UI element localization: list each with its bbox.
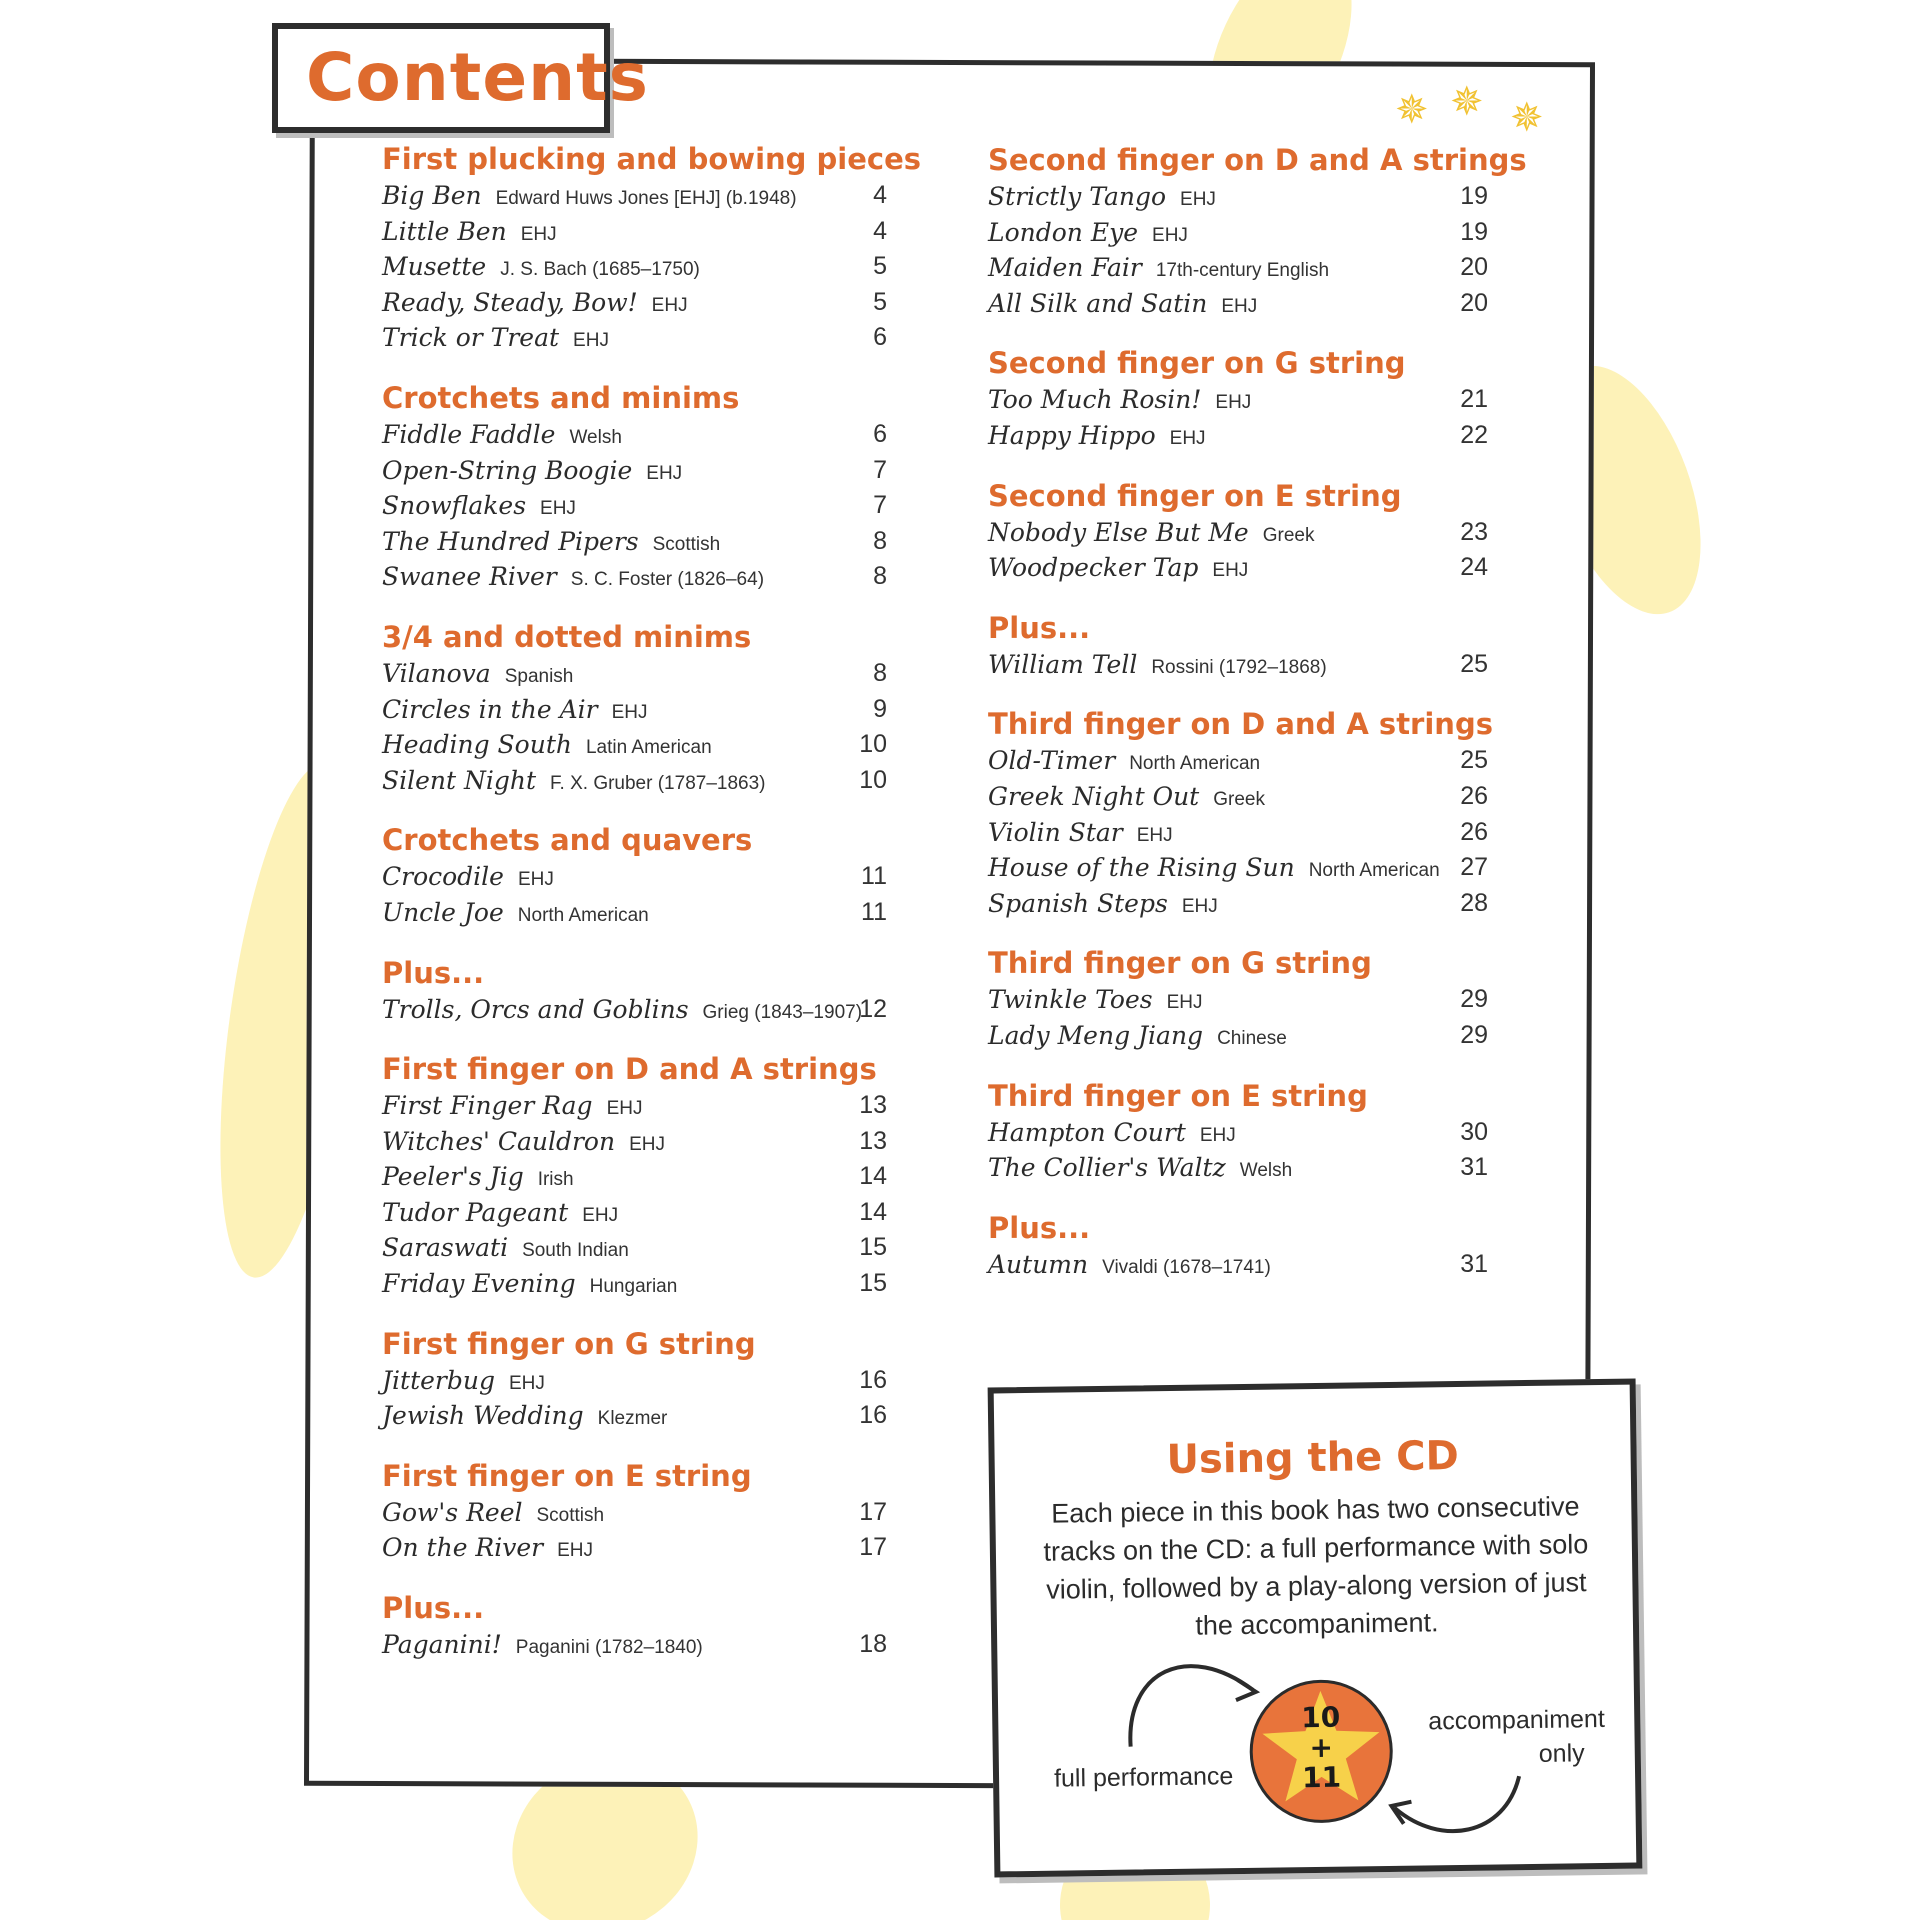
contents-entry [382, 524, 887, 560]
page-number: 26 [1460, 817, 1488, 846]
page-number: 19 [1460, 182, 1488, 210]
piece-title: Spanish Steps [988, 888, 1168, 918]
piece-title: The Collier's Waltz [988, 1153, 1226, 1183]
contents-section [988, 1209, 1488, 1283]
contents-section [382, 1457, 887, 1566]
cd-info-box [988, 1379, 1643, 1878]
contents-entry [988, 815, 1488, 851]
contents-entry [988, 1150, 1488, 1186]
piece-composer: EHJ [1215, 392, 1252, 414]
piece-composer: F. X. Gruber (1787–1863) [550, 772, 766, 794]
piece-composer: EHJ [629, 1133, 665, 1155]
piece-composer: EHJ [606, 1098, 643, 1120]
page-number: 12 [859, 994, 887, 1023]
piece-title: Snowflakes [382, 491, 527, 521]
track-number-accompaniment: 11 [1301, 1760, 1342, 1795]
piece-composer: EHJ [611, 701, 648, 723]
page-number: 5 [873, 287, 887, 316]
page-number: 25 [1460, 649, 1488, 678]
section-title: First plucking and bowing pieces [382, 142, 922, 176]
piece-composer: Welsh [1239, 1160, 1293, 1182]
page-number: 7 [873, 455, 887, 484]
piece-title: Autumn [988, 1249, 1089, 1279]
contents-entry [988, 179, 1488, 215]
piece-title: House of the Rising Sun [988, 853, 1295, 883]
section-title: First finger on E string [382, 1458, 752, 1493]
page-number: 10 [859, 730, 887, 759]
track-number-full: 10 [1301, 1700, 1341, 1735]
piece-composer: EHJ [573, 330, 609, 352]
contents-column-left [382, 140, 922, 1686]
contents-entry [988, 215, 1488, 251]
contents-entry [382, 763, 887, 799]
contents-section [382, 618, 887, 798]
piece-composer: Grieg (1843–1907) [702, 1001, 863, 1023]
contents-entry [382, 178, 887, 214]
section-title: First finger on D and A strings [382, 1052, 877, 1087]
piece-composer: North American [1308, 860, 1440, 882]
page-number: 24 [1460, 553, 1488, 582]
piece-title: Swanee River [382, 562, 557, 592]
page-number: 20 [1460, 288, 1488, 317]
page-number: 15 [859, 1269, 887, 1298]
piece-title: William Tell [988, 649, 1138, 679]
contents-entry [382, 1266, 887, 1302]
contents-entry [382, 417, 887, 453]
contents-section [988, 944, 1488, 1053]
contents-entry [382, 1495, 887, 1531]
section-title: Third finger on D and A strings [988, 707, 1493, 742]
contents-entry [988, 647, 1488, 683]
page-number: 21 [1460, 385, 1488, 414]
contents-section [382, 821, 887, 930]
contents-section [988, 477, 1488, 586]
page-number: 4 [873, 181, 887, 209]
piece-title: Ready, Steady, Bow! [382, 287, 638, 317]
page-number: 13 [859, 1091, 887, 1120]
contents-entry [988, 850, 1488, 886]
contents-entry [382, 1124, 887, 1160]
contents-entry [382, 249, 887, 285]
contents-entry [988, 886, 1488, 922]
contents-entry [382, 727, 887, 763]
contents-section [382, 1050, 887, 1302]
piece-composer: EHJ [1212, 560, 1249, 582]
contents-entry [382, 488, 887, 524]
piece-title: Fiddle Faddle [382, 419, 556, 449]
contents-entry [988, 286, 1488, 322]
contents-entry [382, 559, 887, 595]
page-number: 14 [859, 1197, 887, 1226]
piece-title: Uncle Joe [382, 897, 504, 927]
piece-composer: Spanish [504, 665, 574, 687]
piece-title: Greek Night Out [988, 781, 1200, 811]
piece-composer: Greek [1262, 524, 1315, 546]
contents-entry [382, 285, 887, 321]
piece-title: Saraswati [382, 1233, 509, 1263]
page-number: 25 [1460, 746, 1488, 775]
piece-title: Old-Timer [988, 746, 1116, 776]
piece-title: Strictly Tango [988, 182, 1167, 211]
contents-entry [382, 1530, 887, 1566]
piece-composer: Edward Huws Jones [EHJ] (b.1948) [495, 188, 797, 209]
section-title: Third finger on E string [988, 1078, 1368, 1113]
page-number: 22 [1460, 420, 1488, 449]
contents-section [382, 379, 887, 595]
piece-composer: EHJ [1152, 224, 1188, 246]
contents-entry [382, 1195, 887, 1231]
piece-composer: Latin American [585, 737, 712, 759]
section-title: Plus... [988, 1210, 1091, 1245]
contents-entry [988, 382, 1488, 418]
piece-composer: Rossini (1792–1868) [1151, 656, 1327, 678]
page-number: 28 [1460, 888, 1488, 917]
piece-title: Maiden Fair [988, 253, 1142, 283]
piece-title: Musette [382, 252, 487, 282]
contents-entry [382, 1159, 887, 1195]
piece-title: Paganini! [382, 1630, 502, 1660]
piece-composer: Klezmer [597, 1408, 668, 1430]
piece-composer: Vivaldi (1678–1741) [1102, 1256, 1271, 1278]
contents-section [382, 954, 887, 1028]
piece-title: Happy Hippo [988, 420, 1156, 450]
section-title: Plus... [382, 955, 485, 990]
piece-composer: S. C. Foster (1826–64) [570, 569, 765, 591]
piece-composer: Scottish [652, 533, 721, 555]
contents-entry [382, 214, 887, 250]
piece-composer: EHJ [557, 1540, 594, 1562]
page-number: 5 [873, 252, 887, 281]
cd-description: Each piece in this book has two consecutive tracks on the CD: a full performance with solo violin, followed by a play-along version of just the accompaniment. [1043, 1491, 1589, 1641]
section-title: First finger on G string [382, 1326, 756, 1361]
page-number: 8 [873, 526, 887, 555]
page-number: 11 [861, 862, 887, 891]
page-number: 29 [1460, 985, 1488, 1014]
piece-title: Too Much Rosin! [988, 385, 1202, 415]
piece-title: Peeler's Jig [382, 1162, 524, 1192]
piece-composer: EHJ [651, 294, 688, 316]
piece-composer: EHJ [1181, 895, 1218, 917]
piece-title: Nobody Else But Me [988, 517, 1249, 547]
section-title: Second finger on E string [988, 478, 1402, 513]
page-number: 20 [1460, 253, 1488, 282]
piece-composer: EHJ [1136, 824, 1173, 846]
section-title: Plus... [988, 610, 1091, 645]
piece-composer: Hungarian [589, 1276, 678, 1298]
piece-title: Open-String Boogie [382, 455, 633, 485]
page-number: 11 [861, 897, 887, 926]
piece-title: Lady Meng Jiang [988, 1020, 1204, 1050]
piece-composer: EHJ [1221, 295, 1258, 317]
contents-entry [382, 1088, 887, 1124]
page-number: 31 [1460, 1249, 1488, 1278]
piece-composer: J. S. Bach (1685–1750) [500, 259, 700, 281]
page-number: 15 [859, 1233, 887, 1262]
piece-composer: Scottish [536, 1504, 605, 1526]
page-number: 17 [859, 1533, 887, 1562]
piece-title: Woodpecker Tap [988, 553, 1199, 583]
page-number: 13 [859, 1126, 887, 1155]
piece-composer: EHJ [1166, 992, 1203, 1014]
page-number: 14 [859, 1162, 887, 1191]
section-title: Crotchets and quavers [382, 823, 753, 858]
page-number: 19 [1460, 217, 1488, 246]
section-title: Second finger on G string [988, 346, 1406, 381]
piece-title: Jewish Wedding [382, 1401, 584, 1431]
contents-entry [988, 743, 1488, 779]
page-number: 6 [873, 419, 887, 448]
page-number: 16 [859, 1401, 887, 1430]
piece-composer: EHJ [540, 498, 576, 520]
piece-title: Gow's Reel [382, 1497, 523, 1527]
piece-title: Tudor Pageant [382, 1197, 569, 1227]
star-icon: ✵ [1450, 79, 1484, 125]
contents-section [382, 1325, 887, 1434]
piece-title: First Finger Rag [382, 1091, 593, 1121]
page-number: 23 [1460, 517, 1488, 546]
contents-entry [382, 859, 887, 895]
contents-entry [382, 692, 887, 728]
section-title: Crotchets and minims [382, 380, 740, 415]
contents-entry [988, 982, 1488, 1018]
contents-section [382, 1589, 887, 1663]
section-title: 3/4 and dotted minims [382, 619, 752, 654]
stars-decoration [1395, 79, 1555, 141]
piece-title: Hampton Court [988, 1117, 1186, 1147]
piece-title: Trolls, Orcs and Goblins [382, 994, 689, 1024]
piece-composer: EHJ [1199, 1124, 1236, 1146]
page-number: 26 [1460, 781, 1488, 810]
page-number: 30 [1460, 1117, 1488, 1146]
contents-entry [382, 1627, 887, 1663]
piece-title: Friday Evening [382, 1269, 576, 1299]
contents-entry [382, 320, 887, 356]
piece-title: Big Ben [382, 181, 482, 210]
section-title: Second finger on D and A strings [988, 143, 1527, 177]
contents-entry [988, 779, 1488, 815]
contents-entry [988, 1247, 1488, 1283]
piece-title: Circles in the Air [382, 694, 598, 724]
piece-composer: Greek [1213, 788, 1265, 810]
page-number: 7 [873, 491, 887, 520]
piece-composer: Irish [537, 1169, 574, 1191]
full-performance-label: full performance [1053, 1762, 1234, 1793]
contents-section [988, 141, 1527, 321]
contents-entry [988, 250, 1488, 286]
page-number: 17 [859, 1497, 887, 1526]
cd-disc-icon [1248, 1678, 1395, 1825]
piece-composer: North American [1129, 753, 1261, 775]
piece-composer: EHJ [520, 223, 557, 245]
piece-title: Witches' Cauldron [382, 1126, 616, 1156]
cd-title: Using the CD [1166, 1432, 1460, 1484]
page-number: 18 [859, 1630, 887, 1659]
contents-entry [382, 656, 887, 692]
track-plus: + [1309, 1730, 1334, 1765]
piece-composer: EHJ [1169, 427, 1206, 449]
piece-composer: South Indian [522, 1240, 629, 1262]
piece-composer: EHJ [582, 1204, 619, 1226]
piece-title: All Silk and Satin [988, 288, 1208, 318]
piece-title: Silent Night [382, 765, 537, 795]
contents-entry [988, 1115, 1488, 1151]
page-number: 16 [859, 1365, 887, 1394]
contents-section [382, 140, 922, 356]
page-number: 27 [1460, 853, 1488, 882]
page-number: 4 [873, 216, 887, 245]
contents-entry [382, 895, 887, 931]
piece-composer: Welsh [569, 426, 622, 448]
piece-title: London Eye [988, 217, 1139, 247]
page-number: 9 [873, 694, 887, 723]
page-number: 8 [873, 562, 887, 591]
piece-composer: EHJ [646, 462, 683, 484]
piece-composer: EHJ [1180, 189, 1216, 210]
contents-section [988, 609, 1488, 683]
contents-entry [988, 515, 1488, 551]
piece-composer: EHJ [517, 869, 554, 891]
piece-composer: Chinese [1217, 1027, 1287, 1049]
piece-composer: 17th-century English [1155, 260, 1330, 282]
star-icon: ✵ [1395, 87, 1429, 133]
piece-composer: North American [517, 904, 649, 926]
contents-column-right [988, 141, 1527, 1305]
page-number: 29 [1460, 1020, 1488, 1049]
page-number: 10 [859, 765, 887, 794]
piece-title: Vilanova [382, 658, 491, 688]
contents-entry [988, 550, 1488, 586]
piece-title: Heading South [382, 730, 572, 760]
piece-title: Crocodile [382, 862, 504, 892]
section-title: Third finger on G string [988, 946, 1372, 981]
piece-title: Trick or Treat [382, 323, 560, 353]
piece-title: On the River [382, 1533, 544, 1563]
contents-entry [382, 992, 887, 1028]
contents-entry [988, 418, 1488, 454]
contents-section [988, 344, 1488, 453]
arrow-to-disc-icon [1129, 1665, 1253, 1746]
piece-title: Little Ben [382, 216, 507, 246]
page-title: Contents [306, 39, 649, 116]
piece-title: Jitterbug [382, 1365, 495, 1395]
piece-title: Twinkle Toes [988, 985, 1153, 1015]
title-box [272, 23, 649, 133]
accompaniment-only-label: only [1538, 1739, 1585, 1768]
page-number: 8 [873, 658, 887, 687]
piece-title: Violin Star [988, 817, 1123, 847]
contents-entry [382, 1230, 887, 1266]
piece-title: The Hundred Pipers [382, 526, 639, 556]
piece-composer: EHJ [508, 1372, 545, 1394]
accompaniment-label: accompaniment [1428, 1704, 1605, 1736]
contents-entry [382, 1363, 887, 1399]
page-number: 31 [1460, 1153, 1488, 1182]
page-number: 6 [873, 323, 887, 352]
star-icon: ✵ [1510, 95, 1544, 141]
arrow-from-disc-icon [1394, 1776, 1520, 1832]
contents-entry [382, 453, 887, 489]
section-title: Plus... [382, 1591, 485, 1626]
contents-entry [988, 1018, 1488, 1054]
contents-section [988, 1077, 1488, 1186]
piece-composer: Paganini (1782–1840) [515, 1637, 703, 1659]
contents-section [988, 705, 1493, 921]
contents-entry [382, 1398, 887, 1434]
